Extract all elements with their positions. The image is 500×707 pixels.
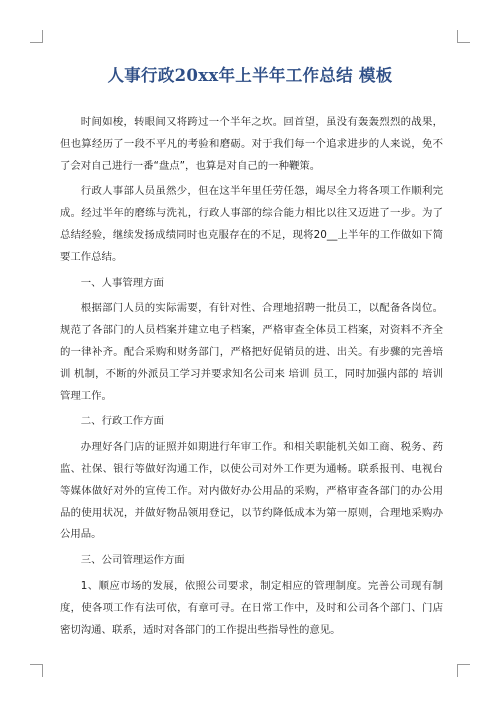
section-heading-hr: 一、人事管理方面 — [80, 276, 164, 289]
section-heading-management: 三、公司管理运作方面 — [80, 554, 185, 567]
crop-mark-top-right — [457, 30, 470, 43]
intro-paragraph-2: 行政人事部人员虽然少，但在这半年里任劳任怨，竭尽全力将各项工作顺利完成。经过半年的磨练与洗礼，行政人事部的综合能力相比以往又迈进了一步。为了总结经验，继续发扬成绩同时也克服存在的不足，现将20__上半年的工作做如下简要工作总结。 — [60, 185, 443, 263]
intro-paragraph-1: 时间如梭，转眼间又将跨过一个半年之坎。回首望，虽没有轰轰烈烈的战果，但也算经历了一段不平凡的考验和磨砺。对于我们每一个追求进步的人来说，免不了会对自己进行一番“盘点”，也算是对自己的一种鞭策。 — [60, 116, 443, 172]
crop-mark-top-left — [30, 30, 43, 43]
section-heading-admin: 二、行政工作方面 — [80, 415, 164, 428]
crop-mark-bottom-left — [30, 664, 43, 677]
section-text-hr: 根据部门人员的实际需要，有针对性、合理地招聘一批员工，以配备各岗位。规范了各部门的人员档案并建立电子档案，严格审查全体员工档案，对资料不齐全的一律补齐。配合采购和财务部门，严格把好促销员的进、出关。有步骤的完善培训 机制，不断的外派员工学习并要求知名公司来 培训 员工，同时加强内部的 培训 管理工作。 — [60, 302, 443, 402]
section-text-admin: 办理好各门店的证照并如期进行年审工作。和相关职能机关如工商、税务、药监、社保、银行等做好沟通工作，以使公司对外工作更为通畅。联系报刊、电视台等媒体做好对外的宣传工作。对内做好办公用品的采购，严格审查各部门的办公用品的使用状况，并做好物品领用登记，以节约降低成本为第一原则，合理地采购办公用品。 — [60, 441, 443, 541]
section-text-management: 1、顺应市场的发展，依照公司要求，制定相应的管理制度。完善公司现有制度，使各项工作有法可依，有章可寻。在日常工作中，及时和公司各个部门、门店密切沟通、联系，适时对各部门的工作提出些指导性的意见。 — [60, 579, 443, 636]
document-body — [60, 112, 443, 645]
crop-mark-bottom-right — [457, 664, 470, 677]
document-title: 人事行政20xx年上半年工作总结 模板 — [107, 66, 393, 85]
